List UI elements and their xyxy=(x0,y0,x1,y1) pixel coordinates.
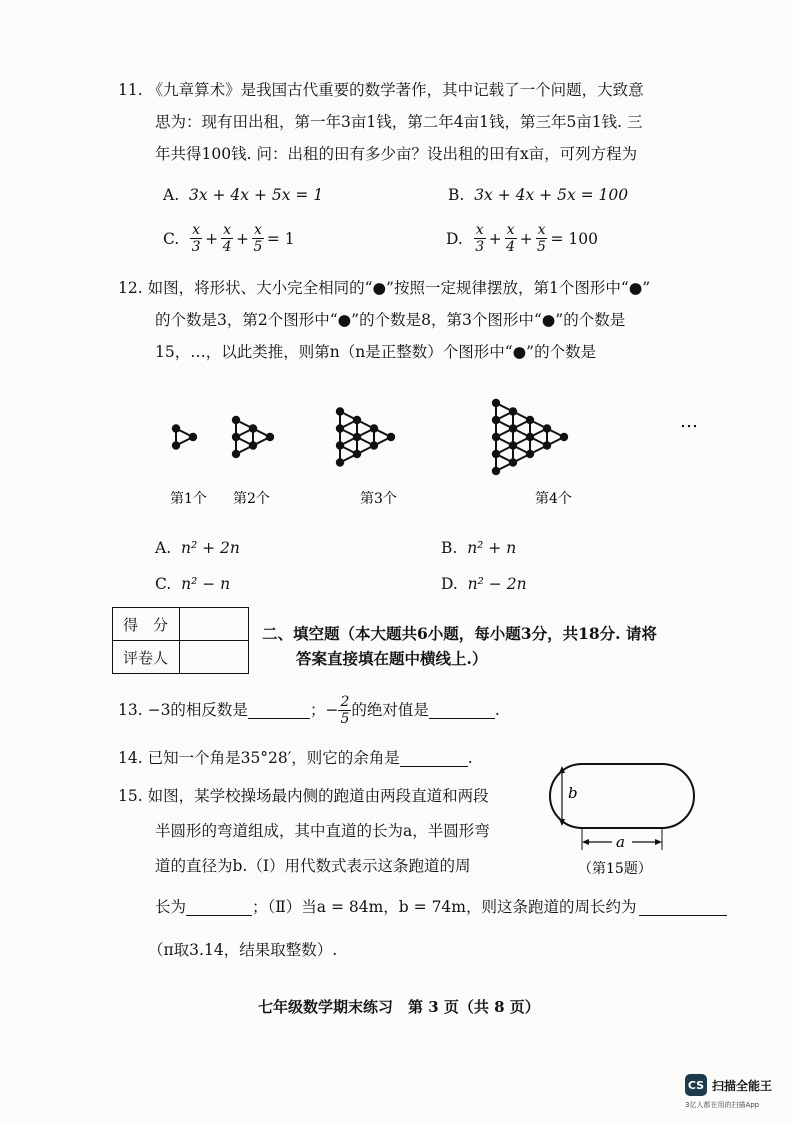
dot xyxy=(336,441,344,449)
fig-label-2: 第2个 xyxy=(233,491,270,507)
dot xyxy=(492,416,500,424)
q11-option-a: A. 3x + 4x + 5x = 1 xyxy=(163,186,324,204)
dot xyxy=(266,433,274,441)
dot xyxy=(232,416,240,424)
dot xyxy=(387,433,395,441)
dot xyxy=(560,433,568,441)
q11-option-c: C. $\frac{x}{3}$ + $\frac{x}{4}$ + $\frac{x}{5}$ = 1 xyxy=(163,222,295,255)
q12-line2: 的个数是3，第2个图形中“●”的个数是8，第3个图形中“●”的个数是 xyxy=(155,311,626,329)
dot xyxy=(172,441,180,449)
fig-label-1: 第1个 xyxy=(170,491,207,507)
q15-line4: 长为 ；（Ⅱ）当a = 84m，b = 74m，则这条跑道的周长约为 xyxy=(155,891,727,924)
camscanner-logo-icon: CS xyxy=(685,1074,707,1096)
dot xyxy=(543,424,551,432)
dot-pattern-figure xyxy=(160,385,700,515)
dot xyxy=(353,433,361,441)
watermark-tagline: 3亿人都在用的扫描App xyxy=(685,1101,760,1109)
score-cell[interactable] xyxy=(180,608,249,641)
dot xyxy=(492,450,500,458)
dot xyxy=(526,450,534,458)
q12-line3: 15，…，以此类推，则第n（n是正整数）个图形中“●”的个数是 xyxy=(155,343,597,361)
q12-option-a: A. n² + 2n xyxy=(155,539,240,557)
q15-line2: 半圆形的弯道组成，其中直道的长为a，半圆形弯 xyxy=(155,822,490,840)
dot xyxy=(509,441,517,449)
dot xyxy=(189,433,197,441)
page-footer: 七年级数学期末练习 第 3 页（共 8 页） xyxy=(258,998,540,1016)
score-label: 得 分 xyxy=(113,608,180,641)
label-a: a xyxy=(616,833,625,851)
q11-line3: 年共得100钱. 问：出租的田有多少亩？设出租的田有x亩，可列方程为 xyxy=(155,145,638,163)
scanner-watermark: CS 扫描全能王 xyxy=(685,1074,772,1096)
dot xyxy=(249,424,257,432)
dot xyxy=(336,424,344,432)
q14: 14. 已知一个角是35°28′，则它的余角是 . xyxy=(118,749,473,767)
q13-blank-2[interactable] xyxy=(429,702,495,719)
dot xyxy=(370,424,378,432)
dot xyxy=(353,450,361,458)
dot xyxy=(526,416,534,424)
dot xyxy=(509,407,517,415)
grader-label: 评卷人 xyxy=(113,641,180,674)
dot xyxy=(492,433,500,441)
q15-blank-2[interactable] xyxy=(639,899,727,916)
dot xyxy=(336,458,344,466)
dot xyxy=(509,458,517,466)
q13-blank-1[interactable] xyxy=(248,702,310,719)
dot xyxy=(353,416,361,424)
dot xyxy=(492,399,500,407)
grader-cell[interactable] xyxy=(180,641,249,674)
q12-option-d: D. n² − 2n xyxy=(441,575,527,593)
q12-option-b: B. n² + n xyxy=(441,539,517,557)
q12-line1: 12. 如图，将形状、大小完全相同的“●”按照一定规律摆放，第1个图形中“●” xyxy=(118,279,651,297)
label-b: b xyxy=(568,784,578,802)
q15-blank-1[interactable] xyxy=(186,899,252,916)
q11-line1: 11. 《九章算术》是我国古代重要的数学著作，其中记载了一个问题，大致意 xyxy=(118,81,644,99)
score-table xyxy=(112,607,249,674)
dot xyxy=(370,441,378,449)
dot xyxy=(492,467,500,475)
q11-option-d: D. $\frac{x}{3}$ + $\frac{x}{4}$ + $\frac{x}{5}$ = 100 xyxy=(446,222,598,255)
dot xyxy=(172,424,180,432)
dot xyxy=(232,450,240,458)
dot xyxy=(509,424,517,432)
q11-line2: 思为：现有田出租，第一年3亩1钱，第二年4亩1钱，第三年5亩1钱. 三 xyxy=(155,113,643,131)
fig-label-3: 第3个 xyxy=(360,491,397,507)
q15-line5: （π取3.14，结果取整数）. xyxy=(148,941,338,959)
q15-line1: 15. 如图，某学校操场最内侧的跑道由两段直道和两段 xyxy=(118,787,489,805)
q15-line3: 道的直径为b.（Ⅰ）用代数式表示这条跑道的周 xyxy=(155,857,471,875)
q14-blank[interactable] xyxy=(400,750,468,767)
dot xyxy=(249,441,257,449)
fig-label-4: 第4个 xyxy=(535,491,572,507)
figure-ellipsis: … xyxy=(680,411,698,432)
fig15-caption: （第15题） xyxy=(578,861,652,877)
racetrack-figure xyxy=(540,758,710,883)
dot xyxy=(232,433,240,441)
q12-option-c: C. n² − n xyxy=(155,575,231,593)
dot xyxy=(543,441,551,449)
q11-option-b: B. 3x + 4x + 5x = 100 xyxy=(448,186,629,204)
dot xyxy=(526,433,534,441)
dot xyxy=(336,407,344,415)
section2-heading-line1: 二、填空题（本大题共6小题，每小题3分，共18分. 请将 xyxy=(262,624,657,643)
q13: 13. −3的相反数是 ； − $\frac{2}{5}$ 的绝对值是 . xyxy=(118,694,500,727)
section2-heading-line2: 答案直接填在题中横线上.） xyxy=(296,649,488,668)
